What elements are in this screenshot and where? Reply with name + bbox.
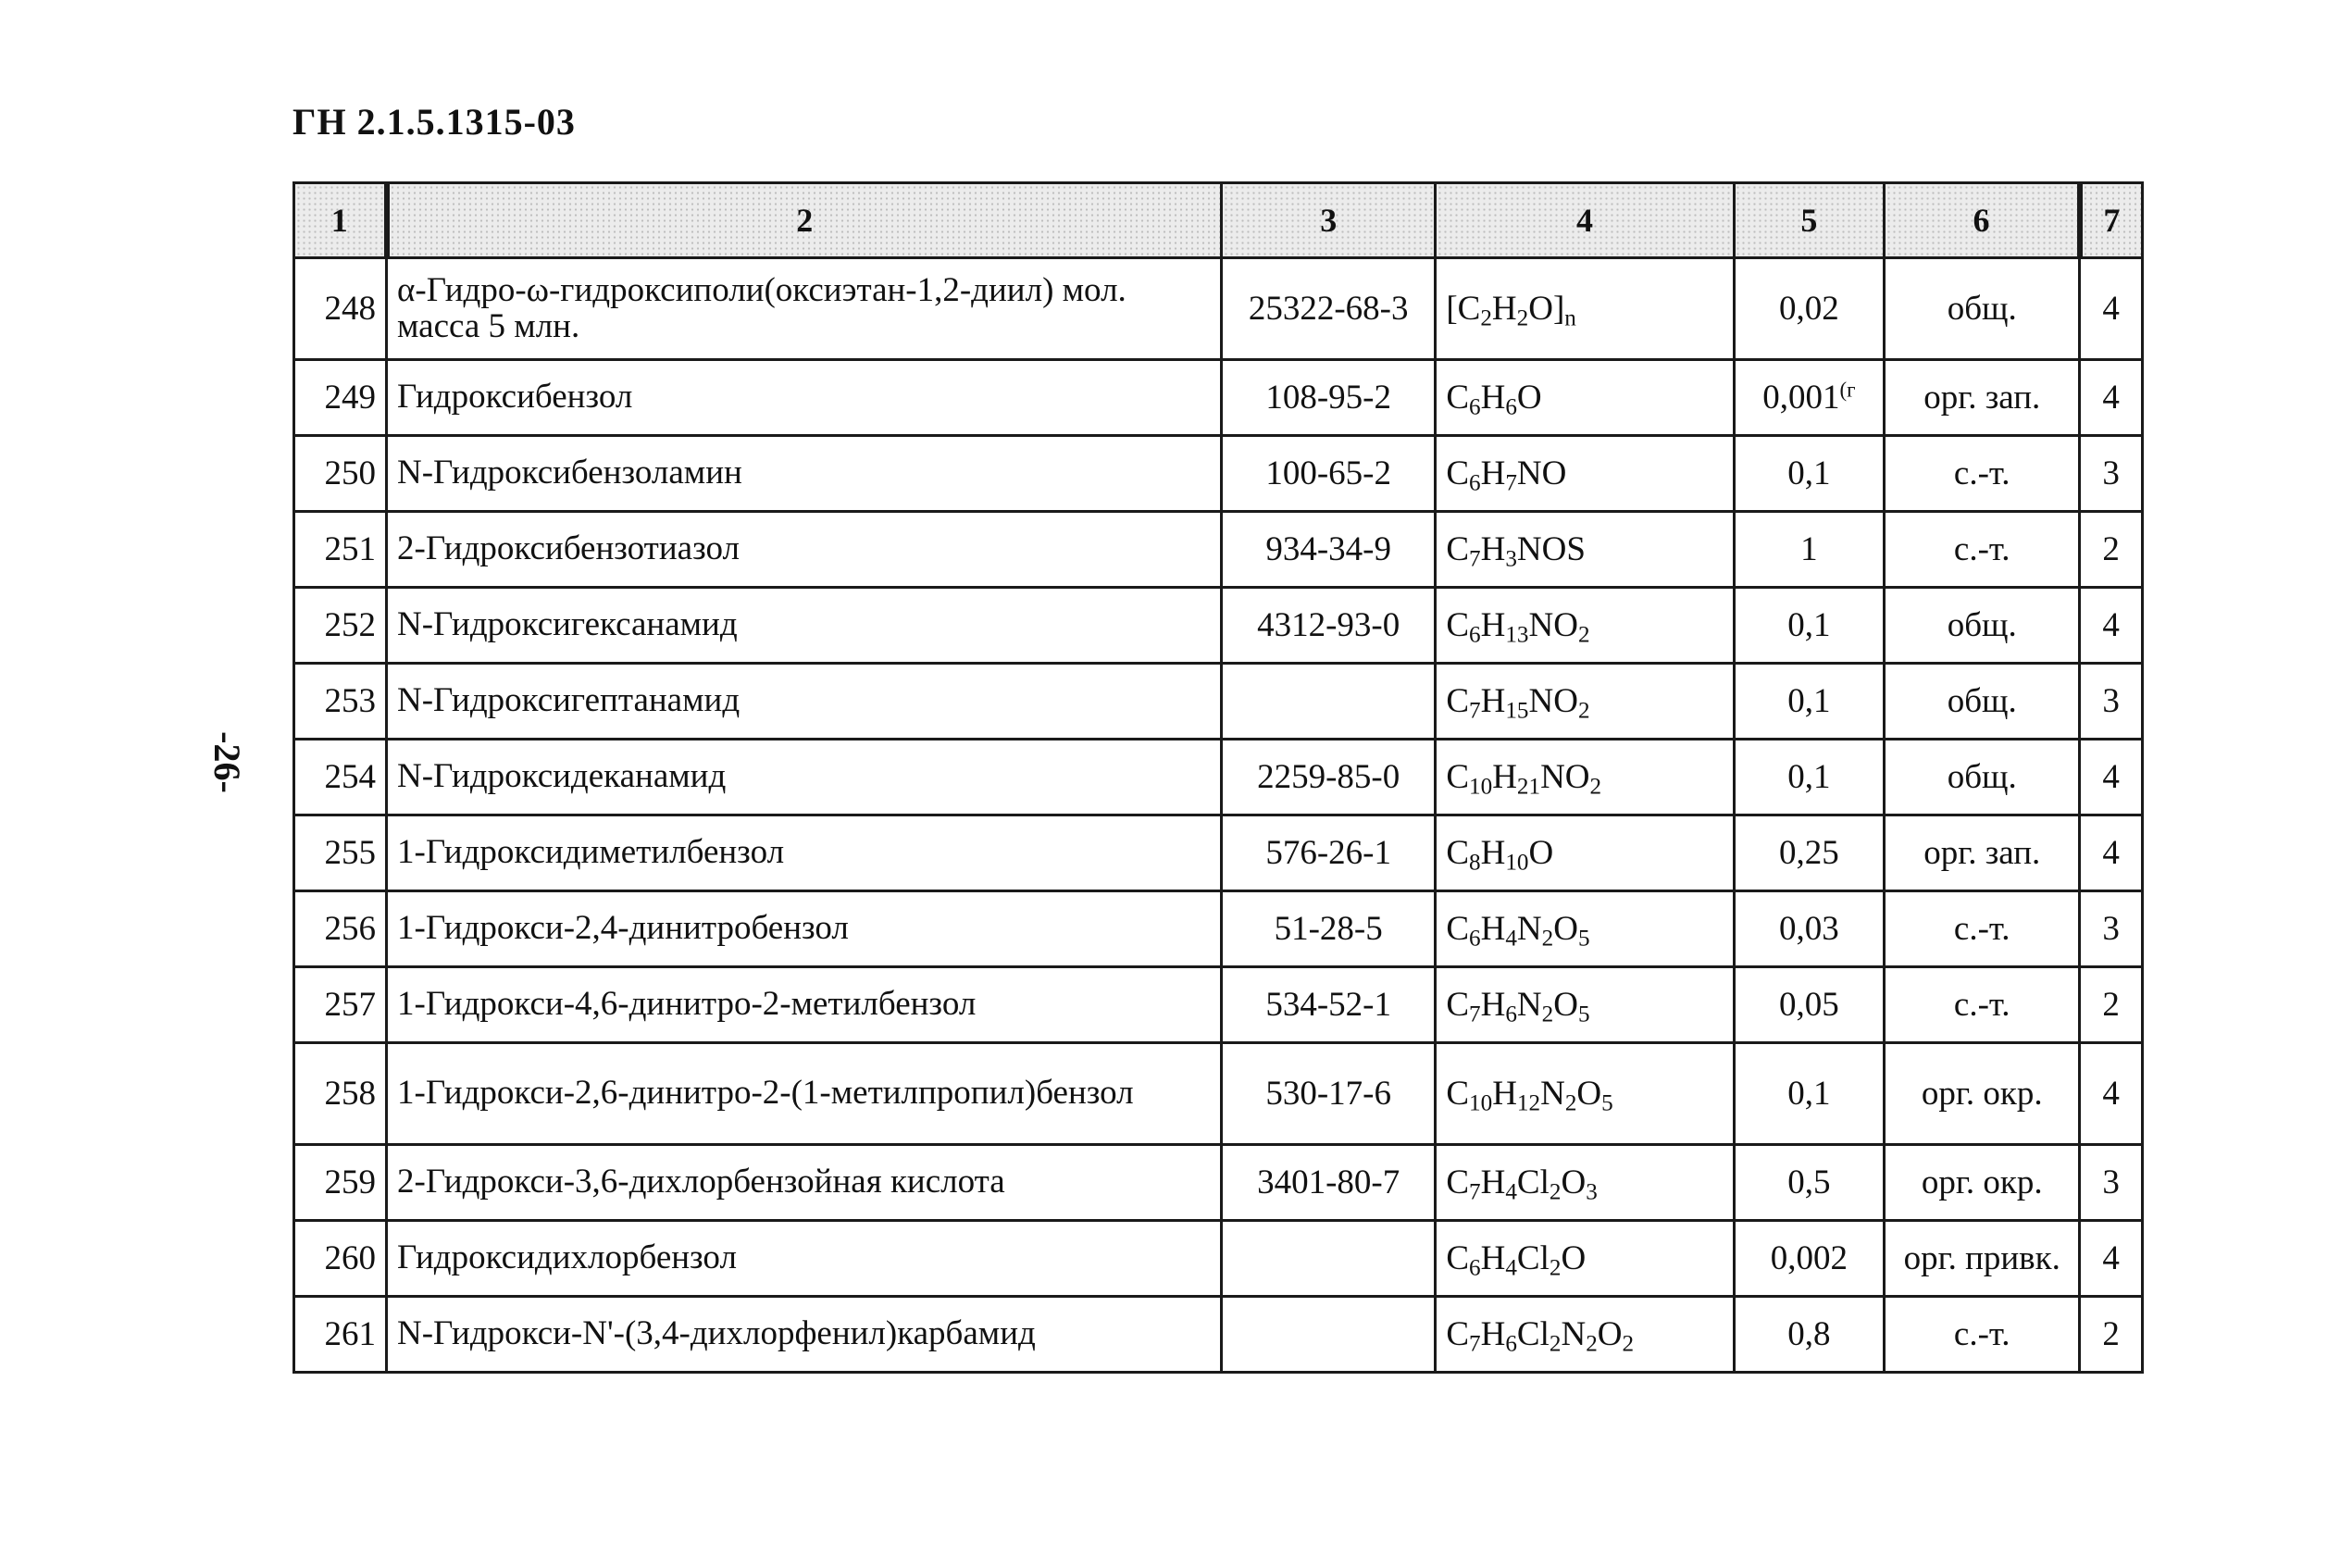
cas-number: 108-95-2: [1222, 360, 1436, 436]
row-number: 259: [294, 1145, 387, 1221]
table-body: [294, 258, 2143, 1373]
row-number: 250: [294, 436, 387, 512]
hazard-class: 3: [2080, 1145, 2143, 1221]
norm-value: 0,8: [1734, 1297, 1885, 1373]
hazard-class: 3: [2080, 891, 2143, 967]
hazard-sign: орг. привк.: [1885, 1221, 2080, 1297]
hazard-class: 2: [2080, 512, 2143, 588]
substance-name: N-Гидроксибензоламин: [387, 436, 1222, 512]
row-number: 254: [294, 740, 387, 815]
formula: $C_6H_4Cl_2O$: [1436, 1221, 1734, 1297]
substance-name: 1-Гидрокси-4,6-динитро-2-метилбензол: [387, 967, 1222, 1043]
substance-name: 2-Гидрокси-3,6-дихлорбензойная кислота: [387, 1145, 1222, 1221]
cas-number: 4312-93-0: [1222, 588, 1436, 664]
hazard-sign: орг. зап.: [1885, 360, 2080, 436]
hazard-class: 3: [2080, 436, 2143, 512]
hazard-sign: общ.: [1885, 664, 2080, 740]
document-header: ГН 2.1.5.1315-03: [292, 101, 576, 143]
formula: $C_6H_4N_2O_5$: [1436, 891, 1734, 967]
formula: $C_6H_6O$: [1436, 360, 1734, 436]
hazard-class: 4: [2080, 740, 2143, 815]
table-row: [294, 360, 2143, 436]
norm-value: $0,001^{(г}$: [1734, 360, 1885, 436]
norm-value: 0,002: [1734, 1221, 1885, 1297]
cas-number: 25322-68-3: [1222, 258, 1436, 360]
formula: $C_7H_{15}NO_2$: [1436, 664, 1734, 740]
substance-name: N-Гидроксигептанамид: [387, 664, 1222, 740]
formula: $C_7H_6N_2O_5$: [1436, 967, 1734, 1043]
table-row: [294, 588, 2143, 664]
table-row: [294, 1297, 2143, 1373]
norm-value: 0,5: [1734, 1145, 1885, 1221]
header-row: [294, 183, 2143, 258]
cas-number: 576-26-1: [1222, 815, 1436, 891]
formula: $C_7H_6Cl_2N_2O_2$: [1436, 1297, 1734, 1373]
substance-name: 1-Гидроксидиметилбензол: [387, 815, 1222, 891]
row-number: 253: [294, 664, 387, 740]
norm-value: 0,02: [1734, 258, 1885, 360]
table-row: [294, 258, 2143, 360]
footnote-marker: (г: [1839, 378, 1856, 402]
row-number: 249: [294, 360, 387, 436]
substance-name: Гидроксидихлорбензол: [387, 1221, 1222, 1297]
formula: $C_{10}H_{12}N_2O_5$: [1436, 1043, 1734, 1145]
substance-name: N-Гидроксидеканамид: [387, 740, 1222, 815]
row-number: 261: [294, 1297, 387, 1373]
hazard-class: 4: [2080, 1043, 2143, 1145]
norm-value: 0,03: [1734, 891, 1885, 967]
norm-value: 0,1: [1734, 588, 1885, 664]
table-row: [294, 740, 2143, 815]
norm-value: 0,1: [1734, 664, 1885, 740]
table-row: [294, 512, 2143, 588]
row-number: 252: [294, 588, 387, 664]
column-header: 6: [1885, 183, 2080, 258]
cas-number: 934-34-9: [1222, 512, 1436, 588]
hazard-class: 4: [2080, 588, 2143, 664]
cas-number: 2259-85-0: [1222, 740, 1436, 815]
cas-number: 51-28-5: [1222, 891, 1436, 967]
norm-value: 1: [1734, 512, 1885, 588]
column-header: 3: [1222, 183, 1436, 258]
cas-number: 3401-80-7: [1222, 1145, 1436, 1221]
cas-number: [1222, 1221, 1436, 1297]
row-number: 256: [294, 891, 387, 967]
table-row: [294, 1043, 2143, 1145]
norms-table: [292, 181, 2144, 1374]
formula: $[C_2H_2O]_n$: [1436, 258, 1734, 360]
substance-name: 1-Гидрокси-2,4-динитробензол: [387, 891, 1222, 967]
hazard-sign: орг. окр.: [1885, 1145, 2080, 1221]
column-header: 7: [2080, 183, 2143, 258]
hazard-class: 2: [2080, 1297, 2143, 1373]
substance-name: 2-Гидроксибензотиазол: [387, 512, 1222, 588]
hazard-sign: орг. окр.: [1885, 1043, 2080, 1145]
row-number: 255: [294, 815, 387, 891]
formula: $C_7H_3NOS$: [1436, 512, 1734, 588]
hazard-sign: орг. зап.: [1885, 815, 2080, 891]
table-row: [294, 891, 2143, 967]
column-header: 1: [294, 183, 387, 258]
hazard-sign: с.-т.: [1885, 891, 2080, 967]
row-number: 251: [294, 512, 387, 588]
table-row: [294, 815, 2143, 891]
hazard-sign: с.-т.: [1885, 967, 2080, 1043]
hazard-sign: общ.: [1885, 588, 2080, 664]
cas-number: [1222, 1297, 1436, 1373]
substance-name: N-Гидрокси-N'-(3,4-дихлорфенил)карбамид: [387, 1297, 1222, 1373]
cas-number: 530-17-6: [1222, 1043, 1436, 1145]
norm-value: 0,05: [1734, 967, 1885, 1043]
column-header: 2: [387, 183, 1222, 258]
hazard-class: 3: [2080, 664, 2143, 740]
column-header: 5: [1734, 183, 1885, 258]
substance-name: 1-Гидрокси-2,6-динитро-2-(1-метилпропил)бензол: [387, 1043, 1222, 1145]
column-header: 4: [1436, 183, 1734, 258]
hazard-sign: общ.: [1885, 258, 2080, 360]
formula: $C_8H_{10}O$: [1436, 815, 1734, 891]
page-number: -26-: [205, 731, 248, 793]
table-row: [294, 1221, 2143, 1297]
substance-name: α-Гидро-ω-гидроксиполи(оксиэтан-1,2-диил) мол. масса 5 млн.: [387, 258, 1222, 360]
norm-value: 0,1: [1734, 1043, 1885, 1145]
substance-name: N-Гидроксигексанамид: [387, 588, 1222, 664]
formula: $C_7H_4Cl_2O_3$: [1436, 1145, 1734, 1221]
hazard-class: 4: [2080, 258, 2143, 360]
table-row: [294, 436, 2143, 512]
norm-value: 0,1: [1734, 740, 1885, 815]
hazard-sign: с.-т.: [1885, 1297, 2080, 1373]
cas-number: [1222, 664, 1436, 740]
row-number: 260: [294, 1221, 387, 1297]
substance-name: Гидроксибензол: [387, 360, 1222, 436]
row-number: 258: [294, 1043, 387, 1145]
cas-number: 534-52-1: [1222, 967, 1436, 1043]
formula: $C_6H_{13}NO_2$: [1436, 588, 1734, 664]
row-number: 248: [294, 258, 387, 360]
table-row: [294, 664, 2143, 740]
hazard-class: 4: [2080, 815, 2143, 891]
row-number: 257: [294, 967, 387, 1043]
hazard-sign: общ.: [1885, 740, 2080, 815]
hazard-class: 2: [2080, 967, 2143, 1043]
formula: $C_6H_7NO$: [1436, 436, 1734, 512]
formula: $C_{10}H_{21}NO_2$: [1436, 740, 1734, 815]
hazard-sign: с.-т.: [1885, 512, 2080, 588]
hazard-sign: с.-т.: [1885, 436, 2080, 512]
table-row: [294, 967, 2143, 1043]
norm-value: 0,1: [1734, 436, 1885, 512]
table-row: [294, 1145, 2143, 1221]
hazard-class: 4: [2080, 1221, 2143, 1297]
hazard-class: 4: [2080, 360, 2143, 436]
cas-number: 100-65-2: [1222, 436, 1436, 512]
norm-value: 0,25: [1734, 815, 1885, 891]
